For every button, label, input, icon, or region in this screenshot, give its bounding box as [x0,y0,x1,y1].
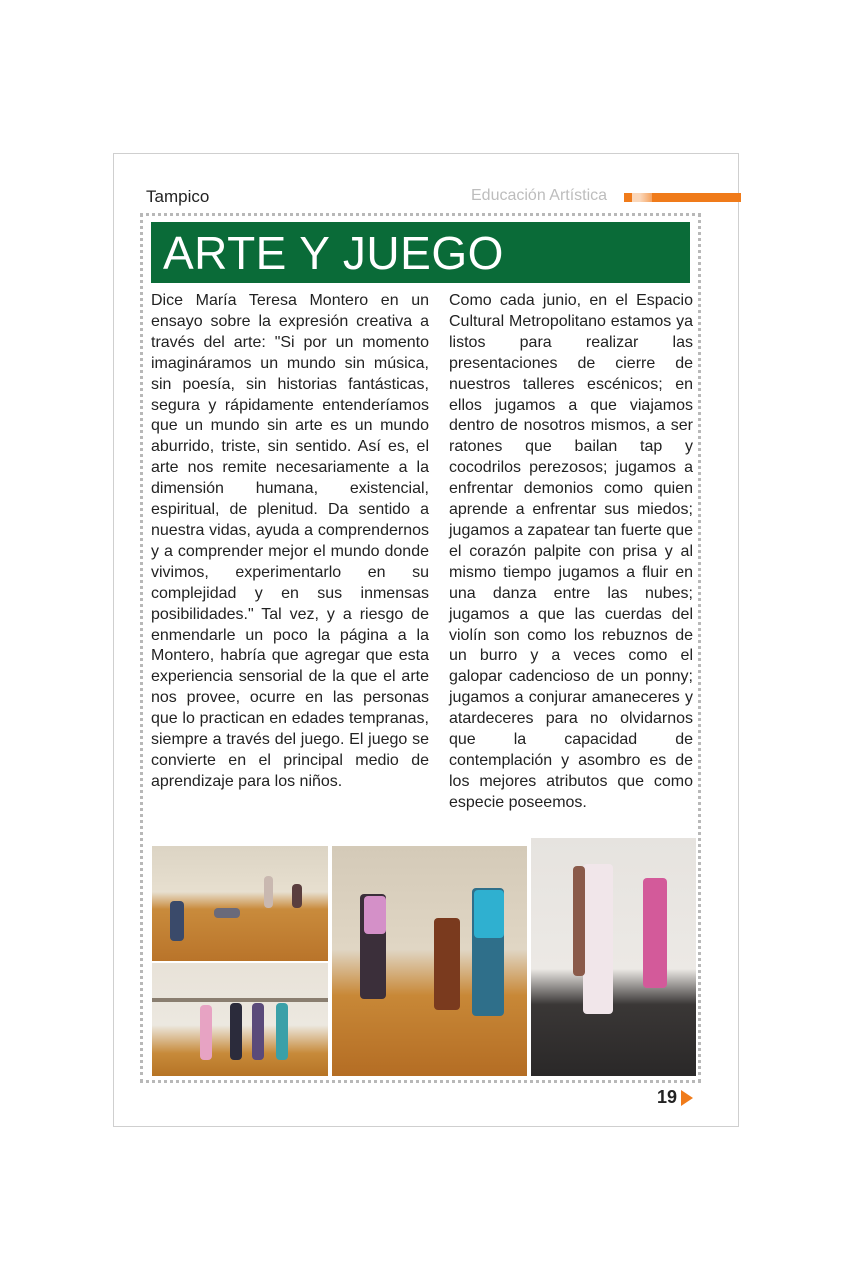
photo-ballet-barre [152,963,328,1076]
ballet-barre [152,998,328,1002]
article-column-right: Como cada junio, en el Espacio Cultural Metropolitano estamos ya listos para realizar las presentaciones de cierre de nuestros talleres escénicos; en ellos jugamos a que viajamos dentro de nosotros mismos, a ser ratones que bailan tap y cocodrilos perezosos; jugamos a enfrentar demonios como quien aprende a enfrentar sus miedos; jugamos a zapatear tan fuerte que el corazón palpite con prisa y al mismo tiempo jugamos a fluir en una danza entre las nubes; jugamos a que las cuerdas del violín son como los rebuznos de un burro y a veces como el galopar cadencioso de un ponny; jugamos a conjurar amaneceres y atardeceres para no olvidarnos que la capacidad de contemplación y asombro es de los mejores atributos que como especie poseemos. [449,292,693,811]
photo-figure [643,878,667,988]
photo-ballet-class [531,838,696,1076]
photo-figure [292,884,302,908]
photo-figure [252,1003,264,1060]
page-arrow-icon [681,1090,693,1106]
page-number: 19 [657,1087,678,1107]
photo-figure [276,1003,288,1060]
photo-figure [573,866,585,976]
photo-figure [583,864,613,1014]
photo-figure [364,896,386,934]
photo-figure [170,901,184,941]
photo-figure [200,1005,212,1060]
header-category: Educación Artística [471,187,608,204]
photo-dance-studio-floor [152,846,328,961]
photo-figure [230,1003,242,1060]
photo-figure [474,890,504,938]
header-accent-fade [632,193,652,202]
photo-figure [214,908,240,918]
photo-figure [434,918,460,1010]
article-column-left: Dice María Teresa Montero en un ensayo sobre la expresión creativa a través del arte: "Si por un momento imagináramos un mundo sin música, sin poesía, sin historias fantásticas, segura y rápidamente entenderíamos que un mundo sin arte es un mundo aburrido, triste, sin sentido. Así es, el arte nos remite necesariamente a la dimensión humana, existencial, espiritual, de plenitud. Da sentido a nuestra vidas, ayuda a comprendernos y a comprender mejor el mundo donde vivimos, experimentarlo en su complejidad y en sus inmensas posibilidades." Tal vez, y a riesgo de enmendarle un poco la página a la Montero, habría que agregar que esta experiencia sensorial de la que el arte nos provee, ocurre en las personas que lo practican en edades tempranas, siempre a través del juego. El juego se convierte en el principal medio de aprendizaje para los niños. [151,292,429,790]
header-section: Tampico [146,187,210,206]
photo-figure [264,876,273,908]
article-title: ARTE Y JUEGO [163,227,504,279]
photo-children-dancing [332,846,527,1076]
